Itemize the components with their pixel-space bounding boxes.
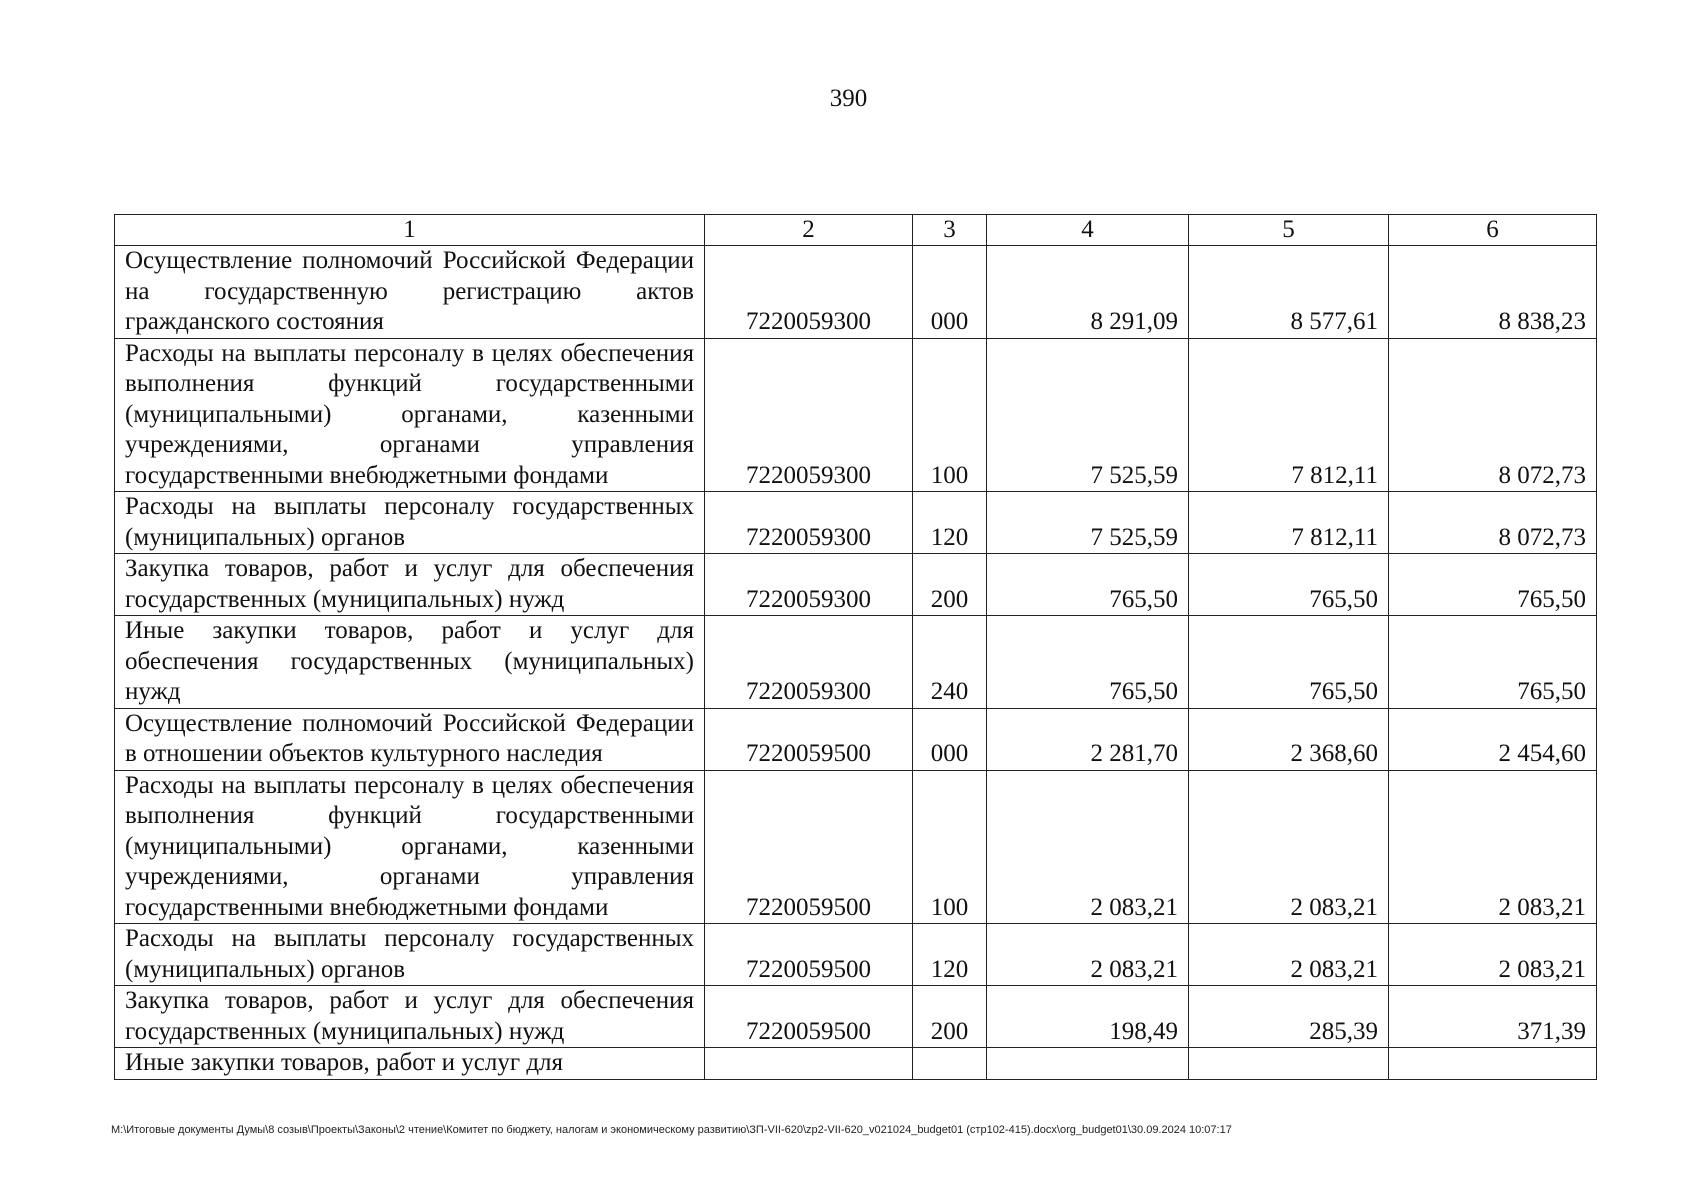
row-name: Расходы на выплаты персоналу государственных (муниципальных) органов xyxy=(115,924,705,986)
row-value-col4: 2 083,21 xyxy=(987,924,1189,986)
table-row xyxy=(115,246,1597,339)
row-value-col6: 765,50 xyxy=(1389,616,1597,709)
row-value-col5: 2 368,60 xyxy=(1189,708,1389,770)
row-target-code: 7220059300 xyxy=(705,338,913,492)
row-value-col4: 7 525,59 xyxy=(987,338,1189,492)
column-header-1: 1 xyxy=(115,215,705,246)
row-name: Осуществление полномочий Российской Федерации в отношении объектов культурного наследия xyxy=(115,708,705,770)
row-value-col6: 8 072,73 xyxy=(1389,492,1597,554)
row-name: Закупка товаров, работ и услуг для обеспечения государственных (муниципальных) нужд xyxy=(115,986,705,1048)
row-name: Закупка товаров, работ и услуг для обеспечения государственных (муниципальных) нужд xyxy=(115,554,705,616)
row-value-col5: 8 577,61 xyxy=(1189,246,1389,339)
table-row xyxy=(115,770,1597,924)
row-value-col5: 765,50 xyxy=(1189,554,1389,616)
row-target-code: 7220059500 xyxy=(705,986,913,1048)
row-expense-kind xyxy=(913,1048,987,1080)
row-value-col6: 2 083,21 xyxy=(1389,924,1597,986)
table-row xyxy=(115,924,1597,986)
budget-table xyxy=(114,214,1597,1080)
row-value-col6: 2 454,60 xyxy=(1389,708,1597,770)
row-target-code xyxy=(705,1048,913,1080)
row-expense-kind: 200 xyxy=(913,986,987,1048)
row-value-col4: 2 281,70 xyxy=(987,708,1189,770)
row-value-col4: 2 083,21 xyxy=(987,770,1189,924)
row-value-col5: 7 812,11 xyxy=(1189,338,1389,492)
row-value-col4 xyxy=(987,1048,1189,1080)
row-value-col4: 765,50 xyxy=(987,616,1189,709)
column-header-3: 3 xyxy=(913,215,987,246)
column-header-6: 6 xyxy=(1389,215,1597,246)
row-target-code: 7220059300 xyxy=(705,616,913,709)
row-target-code: 7220059500 xyxy=(705,708,913,770)
column-header-4: 4 xyxy=(987,215,1189,246)
row-value-col5: 7 812,11 xyxy=(1189,492,1389,554)
table-row xyxy=(115,616,1597,709)
row-value-col5: 2 083,21 xyxy=(1189,770,1389,924)
header-row xyxy=(115,215,1597,246)
row-target-code: 7220059500 xyxy=(705,924,913,986)
row-value-col6: 8 838,23 xyxy=(1389,246,1597,339)
document-file-path: M:\Итоговые документы Думы\8 созыв\Проекты\Законы\2 чтение\Комитет по бюджету, налогам и экономическому развитию\ЗП-VII-620\zp2-VII-620_v021024_budget01 (стр102-415).docx\org_budget01\30.09.2024 10:07:17 xyxy=(111,1124,1232,1136)
row-value-col4: 7 525,59 xyxy=(987,492,1189,554)
row-value-col5: 285,39 xyxy=(1189,986,1389,1048)
row-value-col6 xyxy=(1389,1048,1597,1080)
table-row xyxy=(115,708,1597,770)
row-name: Осуществление полномочий Российской Федерации на государственную регистрацию актов гражданского состояния xyxy=(115,246,705,339)
row-value-col6: 8 072,73 xyxy=(1389,338,1597,492)
row-target-code: 7220059500 xyxy=(705,770,913,924)
row-name: Иные закупки товаров, работ и услуг для обеспечения государственных (муниципальных) нужд xyxy=(115,616,705,709)
row-value-col5: 2 083,21 xyxy=(1189,924,1389,986)
row-value-col6: 371,39 xyxy=(1389,986,1597,1048)
table-row xyxy=(115,986,1597,1048)
row-value-col5 xyxy=(1189,1048,1389,1080)
row-target-code: 7220059300 xyxy=(705,554,913,616)
row-value-col4: 765,50 xyxy=(987,554,1189,616)
row-name: Иные закупки товаров, работ и услуг для xyxy=(115,1048,705,1080)
row-target-code: 7220059300 xyxy=(705,246,913,339)
row-value-col4: 198,49 xyxy=(987,986,1189,1048)
row-target-code: 7220059300 xyxy=(705,492,913,554)
row-name: Расходы на выплаты персоналу в целях обеспечения выполнения функций государственными (муниципальными) органами, казенными учреждениями, органами управления государственными внебюджетными фондами xyxy=(115,338,705,492)
table-row xyxy=(115,554,1597,616)
row-expense-kind: 200 xyxy=(913,554,987,616)
column-header-2: 2 xyxy=(705,215,913,246)
row-expense-kind: 000 xyxy=(913,708,987,770)
row-value-col6: 2 083,21 xyxy=(1389,770,1597,924)
row-expense-kind: 100 xyxy=(913,770,987,924)
row-expense-kind: 120 xyxy=(913,492,987,554)
table-row xyxy=(115,1048,1597,1080)
row-name: Расходы на выплаты персоналу в целях обеспечения выполнения функций государственными (муниципальными) органами, казенными учреждениями, органами управления государственными внебюджетными фондами xyxy=(115,770,705,924)
row-expense-kind: 240 xyxy=(913,616,987,709)
row-value-col5: 765,50 xyxy=(1189,616,1389,709)
row-expense-kind: 120 xyxy=(913,924,987,986)
row-expense-kind: 100 xyxy=(913,338,987,492)
row-expense-kind: 000 xyxy=(913,246,987,339)
row-value-col6: 765,50 xyxy=(1389,554,1597,616)
table-row xyxy=(115,492,1597,554)
table-row xyxy=(115,338,1597,492)
column-header-5: 5 xyxy=(1189,215,1389,246)
page-number: 390 xyxy=(829,85,868,112)
row-name: Расходы на выплаты персоналу государственных (муниципальных) органов xyxy=(115,492,705,554)
row-value-col4: 8 291,09 xyxy=(987,246,1189,339)
